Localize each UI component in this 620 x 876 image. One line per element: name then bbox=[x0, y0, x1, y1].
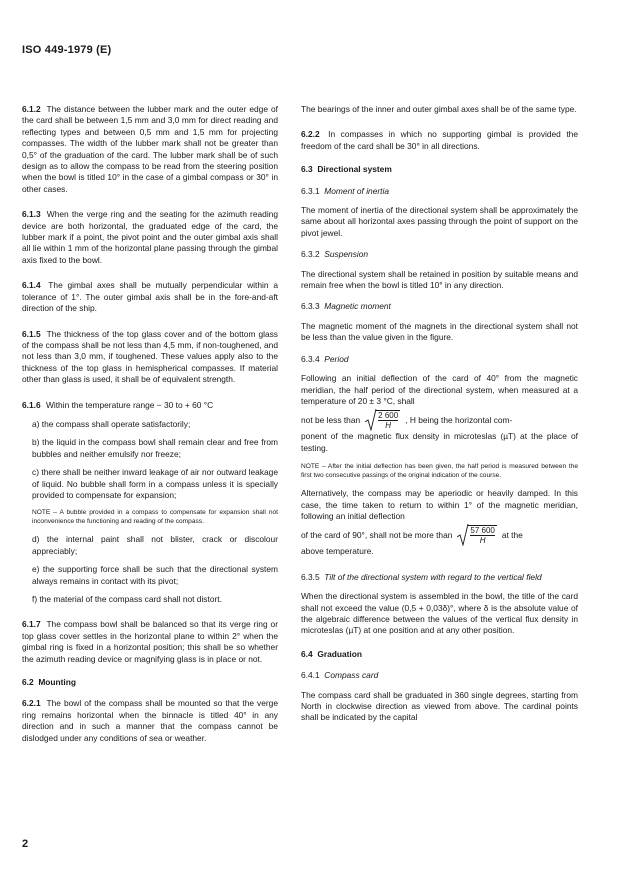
section-title: Moment of inertia bbox=[324, 185, 389, 196]
list-item: f) the material of the compass card shall not distort. bbox=[32, 594, 222, 604]
formula-line-half-period bbox=[301, 409, 578, 431]
section-number: 6.1.7 bbox=[22, 619, 41, 630]
section-number: 6.1.2 bbox=[22, 104, 41, 114]
list-item: d) the internal paint shall not blister, crack or discolour appreciably; bbox=[32, 534, 278, 556]
section-6-2-1 bbox=[22, 698, 278, 744]
subsection-heading-6-3-3 bbox=[301, 301, 578, 312]
section-number: 6.2 bbox=[22, 677, 34, 688]
right-column bbox=[301, 104, 578, 732]
section-6-1-7 bbox=[22, 619, 278, 665]
section-number: 6.1.6 bbox=[22, 399, 41, 410]
section-number: 6.4 bbox=[301, 648, 313, 659]
formula-lead-text: of the card of 90°, shall not be more than bbox=[301, 529, 453, 540]
list-item: b) the liquid in the compass bowl shall remain clear and free from bubbles and neither emulsify nor freeze; bbox=[32, 437, 278, 459]
subsection-heading-6-4-1 bbox=[301, 670, 578, 681]
section-title: Tilt of the directional system with regard to the vertical field bbox=[324, 571, 542, 582]
subsection-heading-6-3-2 bbox=[301, 249, 578, 260]
section-title: Magnetic moment bbox=[324, 301, 391, 312]
fraction bbox=[468, 525, 496, 545]
fraction bbox=[376, 410, 400, 430]
section-title: Compass card bbox=[324, 670, 379, 681]
section-6-1-5 bbox=[22, 329, 278, 386]
section-title: Directional system bbox=[317, 164, 392, 175]
subsection-heading-6-3-1 bbox=[301, 186, 578, 197]
section-text: The magnetic moment of the magnets in the directional system shall not be less than the value given in the figure. bbox=[301, 320, 578, 343]
section-text: The gimbal axes shall be mutually perpendicular within a tolerance of 1°. The outer gimbal axis shall be in the fore-and-aft direction of the ship. bbox=[22, 280, 278, 314]
section-number: 6.3.4 bbox=[301, 353, 320, 364]
document-header: ISO 449-1979 (E) bbox=[22, 44, 112, 56]
continued-paragraph: The bearings of the inner and outer gimbal axes shall be of the same type. bbox=[301, 104, 577, 114]
section-6-1-2 bbox=[22, 104, 278, 195]
section-text: Within the temperature range − 30 to + 60 °C bbox=[45, 399, 214, 410]
section-title: Mounting bbox=[38, 677, 76, 688]
numerator: 57 600 bbox=[470, 526, 495, 536]
list-item: c) there shall be neither inward leakage of air nor outward leakage of liquid. No bubble shall form in a compass unless it is specially provided to compensate for expansion; bbox=[32, 467, 278, 500]
section-title: Period bbox=[324, 353, 349, 364]
note: NOTE – A bubble provided in a compass to compensate for expansion shall not inconvenience the functioning and reading of the compass. bbox=[32, 509, 278, 526]
denominator: H bbox=[470, 535, 494, 545]
section-6-1-3 bbox=[22, 209, 278, 266]
section-heading-6-3 bbox=[301, 164, 578, 175]
section-text: The bowl of the compass shall be mounted so that the verge ring remains horizontal when the binnacle is titled 40° in any direction and in such a manner that the compass cannot be dislodged under any conditions of sea or weather. bbox=[22, 698, 278, 743]
section-6-1-6 bbox=[22, 400, 278, 411]
section-number: 6.3 bbox=[301, 164, 313, 175]
section-text: When the verge ring and the seating for the azimuth reading device are both horizontal, the graduated edge of the card, the lubber mark if a point, the pivot point and the outer gimbal axis shall all lie within 1 mm of the horizontal plane passing through the gimbal axis fixed to the bowl. bbox=[22, 209, 278, 265]
section-text: The compass bowl shall be balanced so that its verge ring or top glass cover settles in the horizontal plane to within 2° when the gimbal ring is fixed in a horizontal position; this shall be so whether the azimuth reading device or magnifying glass is in place or not. bbox=[22, 619, 278, 664]
formula-trail-text: , H being the horizontal com- bbox=[405, 414, 513, 425]
denominator: H bbox=[378, 420, 398, 430]
square-root-formula bbox=[457, 524, 496, 546]
section-text: The thickness of the top glass cover and of the bottom glass of the compass shall be not less than 4,5 mm, if non-toughened, and not less than 3,0 mm, if toughened. These values apply also to the thickness of the top glass in hemispherical compasses. If material other than glass is used, it shall be of equivalent strength. bbox=[22, 328, 278, 385]
page-number: 2 bbox=[22, 838, 29, 850]
left-column bbox=[22, 104, 278, 752]
list-item: e) the supporting force shall be such that the directional system always remains in contact with its pivot; bbox=[32, 564, 278, 586]
section-text: The directional system shall be retained in position by suitable means and remain free when the bowl is titled 10° in any direction. bbox=[301, 268, 578, 291]
section-text: Alternatively, the compass may be aperiodic or heavily damped. In this case, the time taken to return to within 1° of the magnetic meridian, following an initial deflection bbox=[301, 488, 578, 521]
formula-line-return-time bbox=[301, 524, 578, 546]
section-text: above temperature. bbox=[301, 546, 374, 557]
section-text: When the directional system is assembled in the bowl, the title of the card shall not exceed the value (0,5 + 0,03δ)°, where δ is the absolute value of the algebraic difference between the values of the vertical flux density in microteslas (µT) at one position and at any other position. bbox=[301, 591, 578, 636]
section-title: Graduation bbox=[317, 648, 362, 659]
section-text: The moment of inertia of the directional system shall be approximately the same about all horizontal axes passing through the point of support on the pivot jewel. bbox=[301, 205, 578, 238]
subsection-heading-6-3-4 bbox=[301, 354, 578, 365]
section-title: Suspension bbox=[324, 249, 369, 260]
section-text: Following an initial deflection of the card of 40° from the magnetic meridian, the half period of the directional system, when measured at a temperature of 20 ± 3 °C, shall bbox=[301, 373, 578, 406]
note: NOTE – After the initial deflection has been given, the half period is measured between the first two consecutive passings of the original indication of the course. bbox=[301, 463, 578, 480]
section-number: 6.1.3 bbox=[22, 209, 41, 220]
formula-lead-text: not be less than bbox=[301, 414, 361, 425]
section-text: In compasses in which no supporting gimbal is provided the freedom of the card shall be 30° in all directions. bbox=[301, 129, 579, 151]
section-number: 6.2.1 bbox=[22, 698, 41, 709]
section-6-1-4 bbox=[22, 280, 278, 314]
subsection-heading-6-3-5 bbox=[301, 572, 578, 583]
section-number: 6.3.5 bbox=[301, 571, 320, 582]
section-number: 6.1.4 bbox=[22, 280, 41, 291]
section-number: 6.4.1 bbox=[301, 670, 320, 681]
numerator: 2 600 bbox=[378, 411, 399, 421]
section-text: The compass card shall be graduated in 360 single degrees, starting from North in clockwise direction as viewed from above. The cardinal points shall be indicated by the capital bbox=[301, 689, 578, 723]
section-heading-6-4 bbox=[301, 649, 578, 660]
list-item: a) the compass shall operate satisfactorily; bbox=[32, 418, 191, 429]
section-6-2-2 bbox=[301, 129, 578, 152]
section-heading-6-2 bbox=[22, 677, 278, 688]
section-number: 6.3.1 bbox=[301, 185, 320, 196]
formula-trail-text: at the bbox=[501, 529, 523, 540]
square-root-formula bbox=[365, 409, 400, 431]
section-number: 6.3.3 bbox=[301, 301, 320, 312]
section-text: ponent of the magnetic flux density in microteslas (µT) at the place of testing. bbox=[301, 431, 578, 453]
section-number: 6.2.2 bbox=[301, 129, 320, 140]
section-text: The distance between the lubber mark and the outer edge of the card shall be between 1,5 mm and 3,0 mm for direct reading and reflecting types and between 0,5 mm and 1,5 mm for projecting compasses. The width of the lubber mark shall not be greater than 0,5° of the graduation of the card. The lubber mark shall be of such design as to allow the compass to be read from the steering position when the bowl is titled 10° in the case of a gimbal compass or 30° in other cases. bbox=[22, 104, 278, 194]
section-number: 6.1.5 bbox=[22, 328, 41, 339]
section-number: 6.3.2 bbox=[301, 249, 320, 260]
